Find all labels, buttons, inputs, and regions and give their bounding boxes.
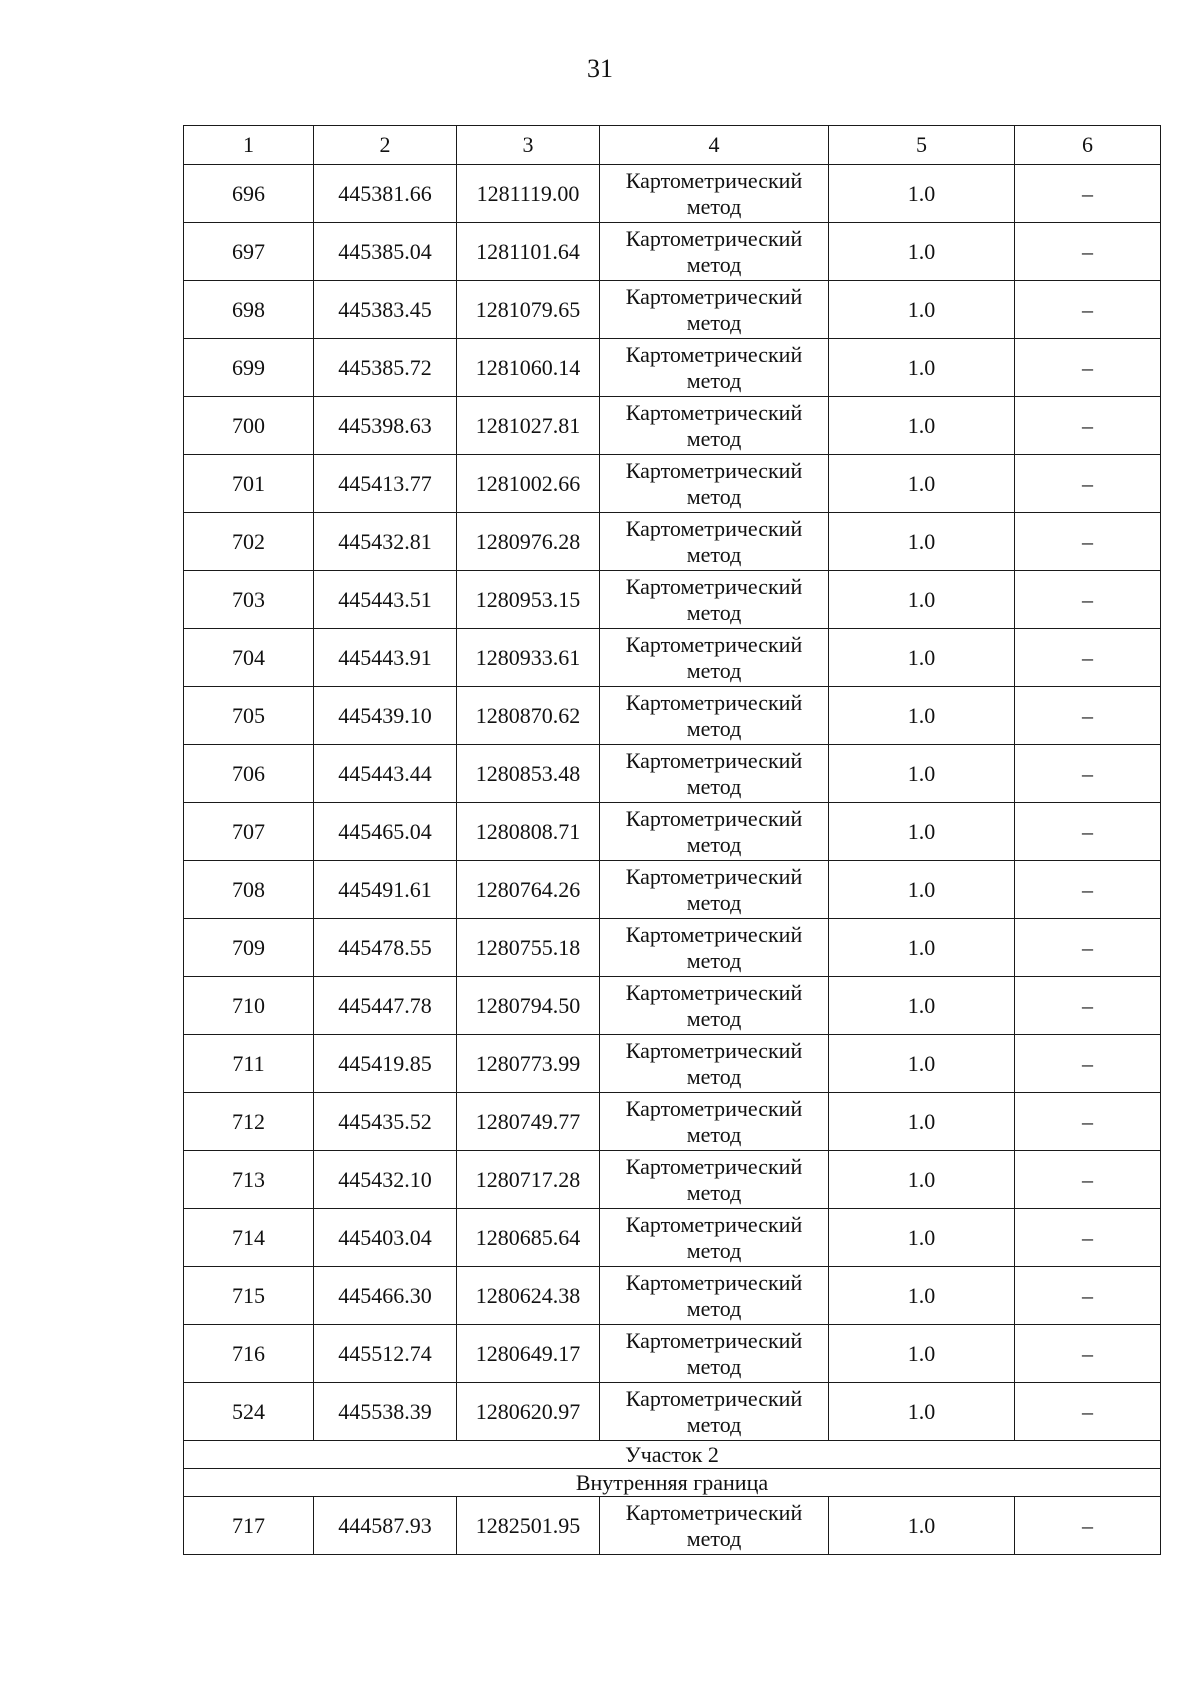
- method-line-2: метод: [686, 541, 742, 567]
- accuracy-cell: 1.0: [829, 919, 1015, 977]
- method-cell: [600, 165, 829, 223]
- x-coordinate-cell: 445385.04: [314, 223, 457, 281]
- table-row: [184, 455, 1161, 513]
- point-number-cell: 717: [184, 1497, 314, 1555]
- x-coordinate-cell: 445443.44: [314, 745, 457, 803]
- description-cell: –: [1015, 1497, 1161, 1555]
- point-number-cell: 698: [184, 281, 314, 339]
- y-coordinate-cell: 1280976.28: [457, 513, 600, 571]
- x-coordinate-cell: 445383.45: [314, 281, 457, 339]
- method-line-2: метод: [686, 1411, 742, 1437]
- x-coordinate-cell: 444587.93: [314, 1497, 457, 1555]
- x-coordinate-cell: 445435.52: [314, 1093, 457, 1151]
- method-line-1: Картометрический: [625, 1037, 803, 1063]
- table-row: [184, 629, 1161, 687]
- method-cell: [600, 1035, 829, 1093]
- header-cell: 1: [184, 126, 314, 165]
- table-row: [184, 1325, 1161, 1383]
- method-cell: [600, 1325, 829, 1383]
- table-row: [184, 513, 1161, 571]
- method-line-1: Картометрический: [625, 863, 803, 889]
- table-row: [184, 1093, 1161, 1151]
- point-number-cell: 701: [184, 455, 314, 513]
- y-coordinate-cell: 1280685.64: [457, 1209, 600, 1267]
- table-row: [184, 803, 1161, 861]
- method-line-2: метод: [686, 947, 742, 973]
- method-cell: [600, 223, 829, 281]
- y-coordinate-cell: 1280794.50: [457, 977, 600, 1035]
- point-number-cell: 712: [184, 1093, 314, 1151]
- table-row: [184, 165, 1161, 223]
- description-cell: –: [1015, 1325, 1161, 1383]
- y-coordinate-cell: 1280773.99: [457, 1035, 600, 1093]
- header-cell: 4: [600, 126, 829, 165]
- point-number-cell: 706: [184, 745, 314, 803]
- accuracy-cell: 1.0: [829, 455, 1015, 513]
- x-coordinate-cell: 445491.61: [314, 861, 457, 919]
- x-coordinate-cell: 445465.04: [314, 803, 457, 861]
- y-coordinate-cell: 1282501.95: [457, 1497, 600, 1555]
- x-coordinate-cell: 445381.66: [314, 165, 457, 223]
- point-number-cell: 710: [184, 977, 314, 1035]
- table-row: [184, 687, 1161, 745]
- section-title-row: [184, 1441, 1161, 1469]
- header-cell: 5: [829, 126, 1015, 165]
- method-line-2: метод: [686, 1295, 742, 1321]
- description-cell: –: [1015, 455, 1161, 513]
- method-cell: [600, 977, 829, 1035]
- accuracy-cell: 1.0: [829, 397, 1015, 455]
- method-line-1: Картометрический: [625, 167, 803, 193]
- table-row: [184, 571, 1161, 629]
- method-line-1: Картометрический: [625, 921, 803, 947]
- method-line-2: метод: [686, 425, 742, 451]
- method-line-2: метод: [686, 773, 742, 799]
- description-cell: –: [1015, 223, 1161, 281]
- method-cell: [600, 339, 829, 397]
- accuracy-cell: 1.0: [829, 1151, 1015, 1209]
- method-cell: [600, 1093, 829, 1151]
- x-coordinate-cell: 445447.78: [314, 977, 457, 1035]
- method-line-1: Картометрический: [625, 1385, 803, 1411]
- method-cell: [600, 1497, 829, 1555]
- method-line-2: метод: [686, 1237, 742, 1263]
- y-coordinate-cell: 1281101.64: [457, 223, 600, 281]
- accuracy-cell: 1.0: [829, 281, 1015, 339]
- method-cell: [600, 745, 829, 803]
- method-line-2: метод: [686, 599, 742, 625]
- method-cell: [600, 455, 829, 513]
- method-line-1: Картометрический: [625, 399, 803, 425]
- point-number-cell: 700: [184, 397, 314, 455]
- method-line-1: Картометрический: [625, 1095, 803, 1121]
- description-cell: –: [1015, 861, 1161, 919]
- table-row: [184, 1267, 1161, 1325]
- accuracy-cell: 1.0: [829, 977, 1015, 1035]
- y-coordinate-cell: 1280717.28: [457, 1151, 600, 1209]
- x-coordinate-cell: 445385.72: [314, 339, 457, 397]
- method-line-1: Картометрический: [625, 283, 803, 309]
- x-coordinate-cell: 445512.74: [314, 1325, 457, 1383]
- x-coordinate-cell: 445443.51: [314, 571, 457, 629]
- accuracy-cell: 1.0: [829, 513, 1015, 571]
- method-line-1: Картометрический: [625, 689, 803, 715]
- table-row: [184, 745, 1161, 803]
- accuracy-cell: 1.0: [829, 1383, 1015, 1441]
- method-line-2: метод: [686, 1179, 742, 1205]
- point-number-cell: 524: [184, 1383, 314, 1441]
- accuracy-cell: 1.0: [829, 1035, 1015, 1093]
- description-cell: –: [1015, 281, 1161, 339]
- description-cell: –: [1015, 1151, 1161, 1209]
- accuracy-cell: 1.0: [829, 861, 1015, 919]
- section-title: Участок 2: [184, 1441, 1161, 1469]
- method-line-2: метод: [686, 309, 742, 335]
- method-cell: [600, 513, 829, 571]
- method-line-2: метод: [686, 1121, 742, 1147]
- coordinates-table: [183, 125, 1161, 1555]
- accuracy-cell: 1.0: [829, 629, 1015, 687]
- x-coordinate-cell: 445538.39: [314, 1383, 457, 1441]
- accuracy-cell: 1.0: [829, 803, 1015, 861]
- point-number-cell: 708: [184, 861, 314, 919]
- table-row: [184, 1497, 1161, 1555]
- accuracy-cell: 1.0: [829, 1325, 1015, 1383]
- table-body: [184, 126, 1161, 1555]
- y-coordinate-cell: 1280933.61: [457, 629, 600, 687]
- header-cell: 6: [1015, 126, 1161, 165]
- x-coordinate-cell: 445403.04: [314, 1209, 457, 1267]
- accuracy-cell: 1.0: [829, 745, 1015, 803]
- subsection-title: Внутренняя граница: [184, 1469, 1161, 1497]
- table-row: [184, 919, 1161, 977]
- x-coordinate-cell: 445419.85: [314, 1035, 457, 1093]
- method-line-1: Картометрический: [625, 1269, 803, 1295]
- description-cell: –: [1015, 339, 1161, 397]
- y-coordinate-cell: 1280953.15: [457, 571, 600, 629]
- description-cell: –: [1015, 803, 1161, 861]
- method-line-2: метод: [686, 831, 742, 857]
- method-cell: [600, 1383, 829, 1441]
- method-cell: [600, 1209, 829, 1267]
- method-line-1: Картометрический: [625, 805, 803, 831]
- y-coordinate-cell: 1281119.00: [457, 165, 600, 223]
- x-coordinate-cell: 445443.91: [314, 629, 457, 687]
- method-line-1: Картометрический: [625, 979, 803, 1005]
- description-cell: –: [1015, 977, 1161, 1035]
- method-line-1: Картометрический: [625, 573, 803, 599]
- method-line-2: метод: [686, 1353, 742, 1379]
- y-coordinate-cell: 1280764.26: [457, 861, 600, 919]
- method-cell: [600, 629, 829, 687]
- method-line-1: Картометрический: [625, 631, 803, 657]
- method-cell: [600, 397, 829, 455]
- description-cell: –: [1015, 1383, 1161, 1441]
- accuracy-cell: 1.0: [829, 687, 1015, 745]
- point-number-cell: 703: [184, 571, 314, 629]
- x-coordinate-cell: 445413.77: [314, 455, 457, 513]
- description-cell: –: [1015, 745, 1161, 803]
- x-coordinate-cell: 445432.10: [314, 1151, 457, 1209]
- x-coordinate-cell: 445398.63: [314, 397, 457, 455]
- point-number-cell: 704: [184, 629, 314, 687]
- accuracy-cell: 1.0: [829, 1209, 1015, 1267]
- table-row: [184, 1035, 1161, 1093]
- x-coordinate-cell: 445439.10: [314, 687, 457, 745]
- method-line-1: Картометрический: [625, 457, 803, 483]
- table-row: [184, 339, 1161, 397]
- description-cell: –: [1015, 397, 1161, 455]
- method-cell: [600, 687, 829, 745]
- y-coordinate-cell: 1280853.48: [457, 745, 600, 803]
- method-cell: [600, 919, 829, 977]
- y-coordinate-cell: 1280649.17: [457, 1325, 600, 1383]
- page-number: 31: [587, 54, 613, 83]
- description-cell: –: [1015, 919, 1161, 977]
- table-row: [184, 861, 1161, 919]
- x-coordinate-cell: 445466.30: [314, 1267, 457, 1325]
- method-cell: [600, 571, 829, 629]
- method-line-2: метод: [686, 251, 742, 277]
- table-row: [184, 397, 1161, 455]
- description-cell: –: [1015, 1035, 1161, 1093]
- accuracy-cell: 1.0: [829, 1267, 1015, 1325]
- table-row: [184, 1151, 1161, 1209]
- method-line-1: Картометрический: [625, 225, 803, 251]
- method-line-1: Картометрический: [625, 341, 803, 367]
- point-number-cell: 697: [184, 223, 314, 281]
- table-row: [184, 223, 1161, 281]
- accuracy-cell: 1.0: [829, 339, 1015, 397]
- point-number-cell: 711: [184, 1035, 314, 1093]
- method-line-2: метод: [686, 1005, 742, 1031]
- y-coordinate-cell: 1280620.97: [457, 1383, 600, 1441]
- accuracy-cell: 1.0: [829, 571, 1015, 629]
- point-number-cell: 705: [184, 687, 314, 745]
- point-number-cell: 709: [184, 919, 314, 977]
- point-number-cell: 716: [184, 1325, 314, 1383]
- description-cell: –: [1015, 165, 1161, 223]
- description-cell: –: [1015, 1093, 1161, 1151]
- table-row: [184, 1383, 1161, 1441]
- description-cell: –: [1015, 513, 1161, 571]
- y-coordinate-cell: 1281027.81: [457, 397, 600, 455]
- method-line-1: Картометрический: [625, 747, 803, 773]
- method-cell: [600, 1151, 829, 1209]
- table-row: [184, 977, 1161, 1035]
- method-cell: [600, 281, 829, 339]
- point-number-cell: 699: [184, 339, 314, 397]
- method-line-2: метод: [686, 889, 742, 915]
- accuracy-cell: 1.0: [829, 1093, 1015, 1151]
- point-number-cell: 714: [184, 1209, 314, 1267]
- description-cell: –: [1015, 687, 1161, 745]
- method-line-1: Картометрический: [625, 1327, 803, 1353]
- method-line-2: метод: [686, 193, 742, 219]
- description-cell: –: [1015, 629, 1161, 687]
- point-number-cell: 713: [184, 1151, 314, 1209]
- description-cell: –: [1015, 571, 1161, 629]
- y-coordinate-cell: 1281079.65: [457, 281, 600, 339]
- subsection-title-row: [184, 1469, 1161, 1497]
- y-coordinate-cell: 1280755.18: [457, 919, 600, 977]
- point-number-cell: 715: [184, 1267, 314, 1325]
- x-coordinate-cell: 445432.81: [314, 513, 457, 571]
- point-number-cell: 707: [184, 803, 314, 861]
- method-cell: [600, 803, 829, 861]
- x-coordinate-cell: 445478.55: [314, 919, 457, 977]
- y-coordinate-cell: 1281060.14: [457, 339, 600, 397]
- y-coordinate-cell: 1281002.66: [457, 455, 600, 513]
- method-line-2: метод: [686, 1063, 742, 1089]
- accuracy-cell: 1.0: [829, 1497, 1015, 1555]
- table-row: [184, 1209, 1161, 1267]
- description-cell: –: [1015, 1267, 1161, 1325]
- method-line-2: метод: [686, 367, 742, 393]
- method-line-1: Картометрический: [625, 1153, 803, 1179]
- y-coordinate-cell: 1280624.38: [457, 1267, 600, 1325]
- header-cell: 3: [457, 126, 600, 165]
- method-line-2: метод: [686, 715, 742, 741]
- point-number-cell: 702: [184, 513, 314, 571]
- table-row: [184, 281, 1161, 339]
- description-cell: –: [1015, 1209, 1161, 1267]
- method-line-1: Картометрический: [625, 1499, 803, 1525]
- method-cell: [600, 861, 829, 919]
- accuracy-cell: 1.0: [829, 165, 1015, 223]
- method-line-2: метод: [686, 483, 742, 509]
- y-coordinate-cell: 1280870.62: [457, 687, 600, 745]
- header-row: [184, 126, 1161, 165]
- method-line-2: метод: [686, 1525, 742, 1551]
- header-cell: 2: [314, 126, 457, 165]
- point-number-cell: 696: [184, 165, 314, 223]
- y-coordinate-cell: 1280808.71: [457, 803, 600, 861]
- method-line-2: метод: [686, 657, 742, 683]
- y-coordinate-cell: 1280749.77: [457, 1093, 600, 1151]
- method-cell: [600, 1267, 829, 1325]
- accuracy-cell: 1.0: [829, 223, 1015, 281]
- method-line-1: Картометрический: [625, 515, 803, 541]
- method-line-1: Картометрический: [625, 1211, 803, 1237]
